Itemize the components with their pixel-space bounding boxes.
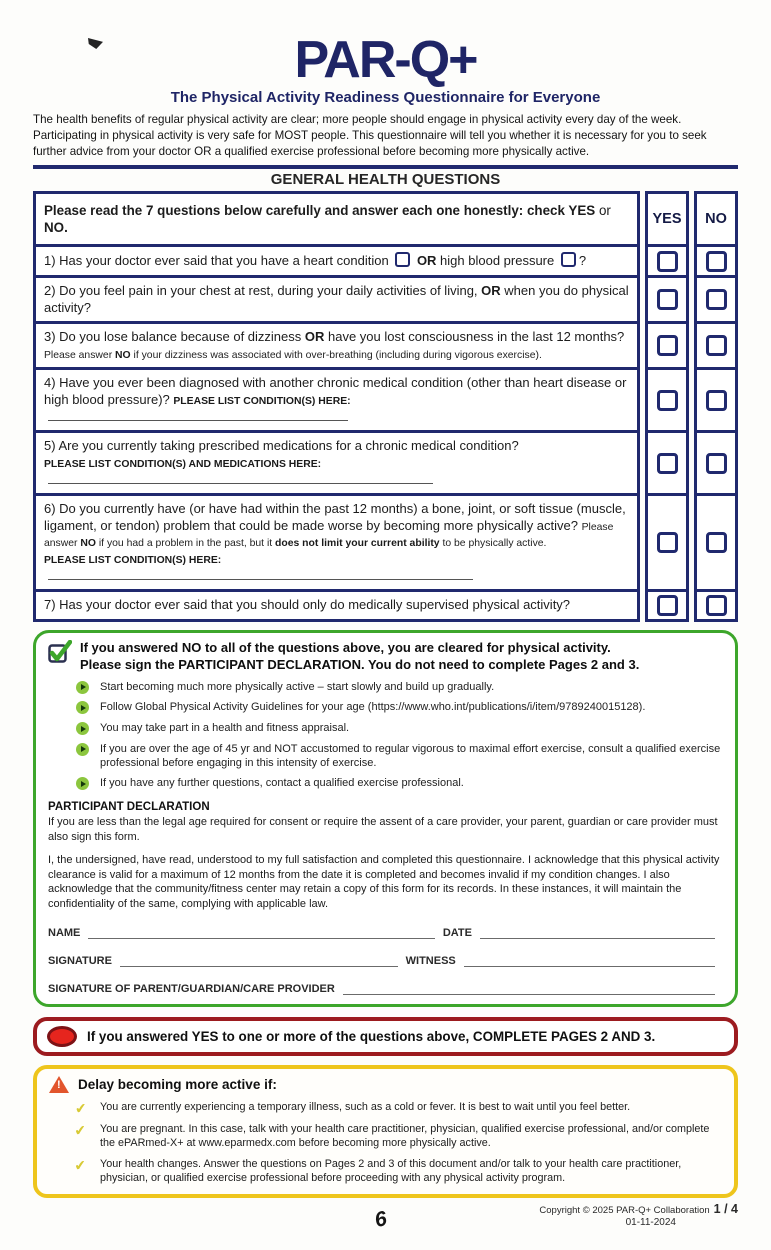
yellow-check-icon: ✔ <box>73 1156 87 1174</box>
advice-text: Follow Global Physical Activity Guidelines for your age (https://www.who.int/publications/i/item/9789240015128). <box>100 701 646 714</box>
question-text: 2) Do you feel pain in your chest at rest, during your daily activities of living, OR when you do physical activity? <box>33 278 640 324</box>
signature-witness-row <box>48 954 723 967</box>
parent-signature-input-line[interactable] <box>343 982 715 995</box>
page-number: 1 / 4 <box>713 1202 738 1217</box>
date-input-line[interactable] <box>480 926 715 939</box>
witness-label: WITNESS <box>405 955 456 968</box>
no-checkbox[interactable] <box>706 335 727 356</box>
witness-input-line[interactable] <box>464 954 715 967</box>
advice-text: If you are over the age of 45 yr and NOT accustomed to regular vigorous to maximal effort exercise, consult a qualified exercise professional before engaging in this intensity of exercise. <box>100 742 721 769</box>
no-checkbox[interactable] <box>706 532 727 553</box>
parent-signature-label: SIGNATURE OF PARENT/GUARDIAN/CARE PROVIDER <box>48 983 335 996</box>
yes-checkbox[interactable] <box>657 390 678 411</box>
green-headline-2: Please sign the PARTICIPANT DECLARATION. You do not need to complete Pages 2 and 3. <box>80 656 640 672</box>
advice-item <box>76 701 723 715</box>
yes-checkbox[interactable] <box>657 251 678 272</box>
question-row-3 <box>33 324 738 370</box>
yes-checkbox[interactable] <box>657 595 678 616</box>
advice-text: You may take part in a health and fitness appraisal. <box>100 722 350 735</box>
signature-input-line[interactable] <box>120 954 398 967</box>
green-arrow-bullet-icon <box>76 743 89 756</box>
delay-activity-box <box>33 1065 738 1198</box>
table-header-instruction: Please read the 7 questions below carefully and answer each one honestly: check YES or NO. <box>33 191 640 247</box>
answered-yes-text: If you answered YES to one or more of the questions above, COMPLETE PAGES 2 AND 3. <box>87 1029 656 1045</box>
question-text: 6) Do you currently have (or have had within the past 12 months) a bone, joint, or soft tissue (muscle, ligament, or tendon) problem that could be made worse by becoming more physically active? Please answer NO if you had a problem in the past, but it does not limit your current ability to be physically active. PLEASE LIST CONDITION(S) HERE: <box>33 496 640 592</box>
revision-date: 01-11-2024 <box>625 1217 676 1229</box>
handwritten-mark: 6 <box>372 1207 389 1233</box>
yes-checkbox[interactable] <box>657 532 678 553</box>
write-in-line[interactable] <box>48 409 348 421</box>
question-row-7 <box>33 592 738 622</box>
green-headline-1: If you answered NO to all of the questions above, you are cleared for physical activity. <box>80 639 611 655</box>
delay-title: Delay becoming more active if: <box>78 1077 277 1093</box>
no-column-header: NO <box>694 191 738 247</box>
yes-checkbox[interactable] <box>657 335 678 356</box>
declaration-body: I, the undersigned, have read, understood to my full satisfaction and completed this questionnaire. I acknowledge that this physical activity clearance is valid for a maximum of 12 months from the date it is completed and becomes invalid if my condition changes. I also acknowledge that the community/fitness center may retain a copy of this form for its records. In these instances, it will maintain the confidentiality of the same, complying with applicable law. <box>48 854 720 910</box>
name-input-line[interactable] <box>88 926 434 939</box>
parent-signature-row <box>48 982 723 995</box>
warning-triangle-icon <box>49 1076 69 1093</box>
advice-item <box>76 722 723 736</box>
parq-form-page <box>0 31 771 1250</box>
general-health-questions-table <box>33 191 738 622</box>
no-checkbox[interactable] <box>706 251 727 272</box>
inline-checkbox[interactable] <box>561 252 576 267</box>
page-footer <box>33 1200 738 1250</box>
question-row-5 <box>33 433 738 496</box>
write-in-line[interactable] <box>48 472 433 484</box>
yellow-check-icon: ✔ <box>73 1121 87 1139</box>
delay-item <box>75 1158 722 1185</box>
page-subtitle: The Physical Activity Readiness Questionnaire for Everyone <box>170 89 601 106</box>
question-row-2 <box>33 278 738 324</box>
delay-text: Your health changes. Answer the questions on Pages 2 and 3 of this document and/or talk to your health care practitioner, physician, or qualified exercise professional before proceeding with any physical activity program. <box>100 1158 682 1184</box>
delay-text: You are pregnant. In this case, talk with your health care practitioner, physician, qualified exercise professional, and/or complete the ePARmed-X+ at www.eparmedx.com before becoming more physically active. <box>100 1123 710 1149</box>
signature-label: SIGNATURE <box>48 955 112 968</box>
section-heading: GENERAL HEALTH QUESTIONS <box>270 170 501 188</box>
red-dot-icon <box>47 1026 77 1047</box>
green-check-icon <box>48 640 72 669</box>
table-header-row <box>33 191 738 247</box>
participant-declaration-title: PARTICIPANT DECLARATION <box>48 801 210 814</box>
copyright-text: Copyright © 2025 PAR-Q+ Collaboration <box>539 1205 710 1217</box>
intro-paragraph: The health benefits of regular physical activity are clear; more people should engage in physical activity every day of the week. Participating in physical activity is very safe for MOST people. This questionnaire will tell you whether it is necessary for you to seek further advice from your doctor OR a qualified exercise professional before becoming more physically active. <box>33 113 707 158</box>
advice-item <box>76 743 723 771</box>
yes-checkbox[interactable] <box>657 453 678 474</box>
write-in-line[interactable] <box>48 568 473 580</box>
no-checkbox[interactable] <box>706 453 727 474</box>
advice-item <box>76 681 723 695</box>
answered-yes-box <box>33 1017 738 1056</box>
no-checkbox[interactable] <box>706 595 727 616</box>
green-arrow-bullet-icon <box>76 722 89 735</box>
yes-column-header: YES <box>645 191 689 247</box>
question-text: 4) Have you ever been diagnosed with another chronic medical condition (other than heart disease or high blood pressure)? PLEASE LIST CONDITION(S) HERE: <box>33 370 640 433</box>
name-date-row <box>48 926 723 939</box>
advice-text: If you have any further questions, contact a qualified exercise professional. <box>100 777 464 790</box>
question-text: 1) Has your doctor ever said that you have a heart condition OR high blood pressure ? <box>33 247 640 278</box>
question-row-6 <box>33 496 738 592</box>
advice-text: Start becoming much more physically active – start slowly and build up gradually. <box>100 680 495 693</box>
green-arrow-bullet-icon <box>76 701 89 714</box>
question-text: 3) Do you lose balance because of dizziness OR have you lost consciousness in the last 12 months? Please answer NO if your dizziness was associated with over-breathing (including during vigorous exercise). <box>33 324 640 370</box>
question-row-1 <box>33 247 738 278</box>
no-checkbox[interactable] <box>706 390 727 411</box>
page-title: PAR-Q+ <box>294 31 477 89</box>
question-row-4 <box>33 370 738 433</box>
yellow-check-icon: ✔ <box>74 1099 88 1117</box>
no-checkbox[interactable] <box>706 289 727 310</box>
cleared-for-activity-box <box>33 630 738 1007</box>
inline-checkbox[interactable] <box>395 252 410 267</box>
delay-text: You are currently experiencing a temporary illness, such as a cold or fever. It is best to wait until you feel better. <box>100 1101 631 1114</box>
declaration-note: If you are less than the legal age required for consent or require the assent of a care provider, your parent, guardian or care provider must also sign this form. <box>48 816 718 843</box>
advice-item <box>76 777 723 791</box>
yes-checkbox[interactable] <box>657 289 678 310</box>
name-label: NAME <box>48 927 81 940</box>
question-text: 5) Are you currently taking prescribed medications for a chronic medical condition? PLEASE LIST CONDITION(S) AND MEDICATIONS HERE: <box>33 433 640 496</box>
delay-item <box>75 1123 722 1150</box>
header-divider <box>33 165 738 169</box>
green-arrow-bullet-icon <box>76 681 89 694</box>
question-text: 7) Has your doctor ever said that you should only do medically supervised physical activity? <box>33 592 640 622</box>
delay-item <box>75 1101 722 1115</box>
green-arrow-bullet-icon <box>76 777 89 790</box>
date-label: DATE <box>442 927 472 940</box>
